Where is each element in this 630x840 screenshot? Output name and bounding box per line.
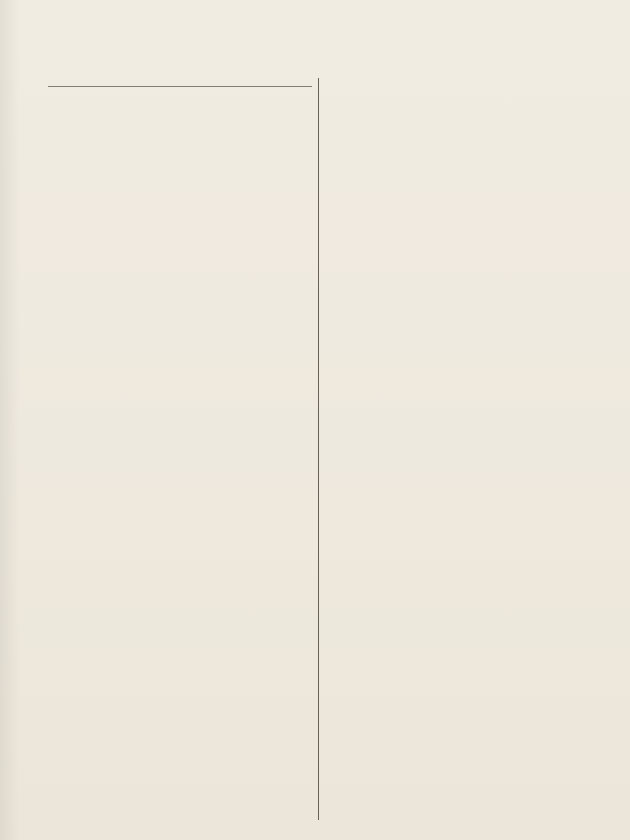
toc-left-column [48,78,312,87]
binding-shadow [0,0,20,840]
column-divider [318,78,319,820]
watermark-logo [360,372,456,416]
section-separator [48,86,312,87]
